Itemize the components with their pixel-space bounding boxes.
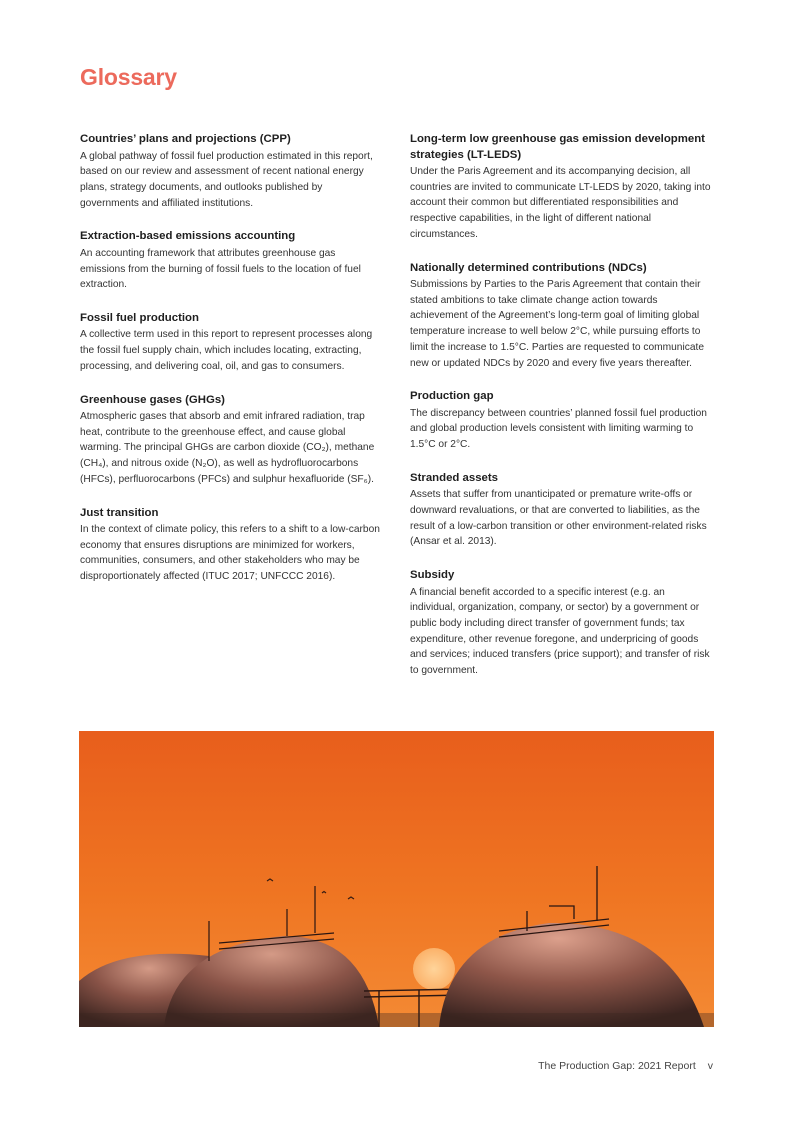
glossary-definition: A financial benefit accorded to a specific interest (e.g. an individual, organization, company, or sector) by a government or public body including direct transfer of government funds; tax expenditure, other revenue foregone, and underpricing of goods and services; induced transfers (price support); and transfer of risk to government.	[410, 586, 710, 677]
glossary-entry	[410, 132, 712, 243]
glossary-definition: Under the Paris Agreement and its accompanying decision, all countries are invited to communicate LT-LEDS by 2020, taking into account their common but differentiated responsibilities and respective capabilities, in the light of different national circumstances.	[410, 166, 711, 240]
glossary-definition: Assets that suffer from unanticipated or premature write-offs or downward revaluations, or that are converted to liabilities, as the result of a low-carbon transition or other environment-related risks (Ansar et al. 2013).	[410, 489, 707, 548]
glossary-term: Fossil fuel production	[80, 311, 199, 324]
glossary-definition: A collective term used in this report to represent processes along the fossil fuel supply chain, which includes locating, extracting, processing, and delivering coal, oil, and gas to consumers.	[80, 329, 373, 372]
glossary-entry	[410, 261, 712, 372]
page-number: v	[707, 1060, 713, 1072]
glossary-term: Subsidy	[410, 569, 455, 582]
footer-report-title: The Production Gap: 2021 Report	[538, 1060, 696, 1072]
glossary-term: Nationally determined contributions (NDCs)	[410, 261, 647, 274]
sunset-gas-storage-photo	[79, 731, 714, 1027]
glossary-term: Countries’ plans and projections (CPP)	[80, 133, 291, 145]
glossary-definition: The discrepancy between countries’ planned fossil fuel production and global production levels consistent with limiting warming to 1.5°C or 2°C.	[410, 407, 707, 451]
glossary-definition: In the context of climate policy, this refers to a shift to a low-carbon economy that ensures disruptions are minimized for workers, communities, consumers, and other stakeholders who may be disproportionately affected (ITUC 2017; UNFCCC 2016).	[80, 524, 380, 583]
page-footer	[538, 1060, 713, 1072]
glossary-entry	[80, 393, 380, 488]
glossary-term: Greenhouse gases (GHGs)	[80, 393, 225, 406]
glossary-entry	[410, 389, 712, 453]
glossary-left-column	[80, 132, 380, 603]
glossary-entry	[410, 568, 712, 679]
sun	[413, 948, 455, 990]
glossary-entry	[410, 471, 712, 550]
glossary-term: Stranded assets	[410, 471, 498, 484]
glossary-definition: An accounting framework that attributes greenhouse gas emissions from the burning of fossil fuels to the location of fuel extraction.	[80, 247, 361, 291]
glossary-entry	[80, 506, 380, 585]
glossary-definition: Atmospheric gases that absorb and emit infrared radiation, trap heat, contribute to the greenhouse effect, and cause global warming. The principal GHGs are carbon dioxide (CO₂), methane (CH₄), and nitrous oxide (N₂O), as well as hydrofluorocarbons (HFCs), perfluorocarbons (PFCs) and sulphur hexafluoride (SF₆).	[80, 411, 375, 485]
page-title: Glossary	[80, 64, 177, 90]
glossary-definition: Submissions by Parties to the Paris Agreement that contain their stated ambitions to take climate change action towards achievement of the Agreement’s long-term goal of limiting global temperature increase to well below 2°C, while pursuing efforts to limit the increase to 1.5°C. Parties are requested to communicate new or updated NDCs by 2020 and every five years thereafter.	[410, 279, 704, 369]
glossary-entry	[80, 132, 380, 211]
glossary-term: Long-term low greenhouse gas emission development strategies (LT-LEDS)	[410, 133, 705, 161]
ground-shadow	[79, 1013, 714, 1027]
glossary-term: Production gap	[410, 390, 494, 403]
glossary-term: Extraction-based emissions accounting	[80, 230, 296, 243]
glossary-right-column	[410, 132, 712, 697]
glossary-term: Just transition	[80, 506, 159, 519]
glossary-entry	[80, 229, 380, 293]
glossary-entry	[80, 311, 380, 375]
glossary-definition: A global pathway of fossil fuel production estimated in this report, based on our review and assessment of recent national energy plans, strategy documents, and outlooks published by governments and affiliated institutions.	[80, 150, 373, 209]
